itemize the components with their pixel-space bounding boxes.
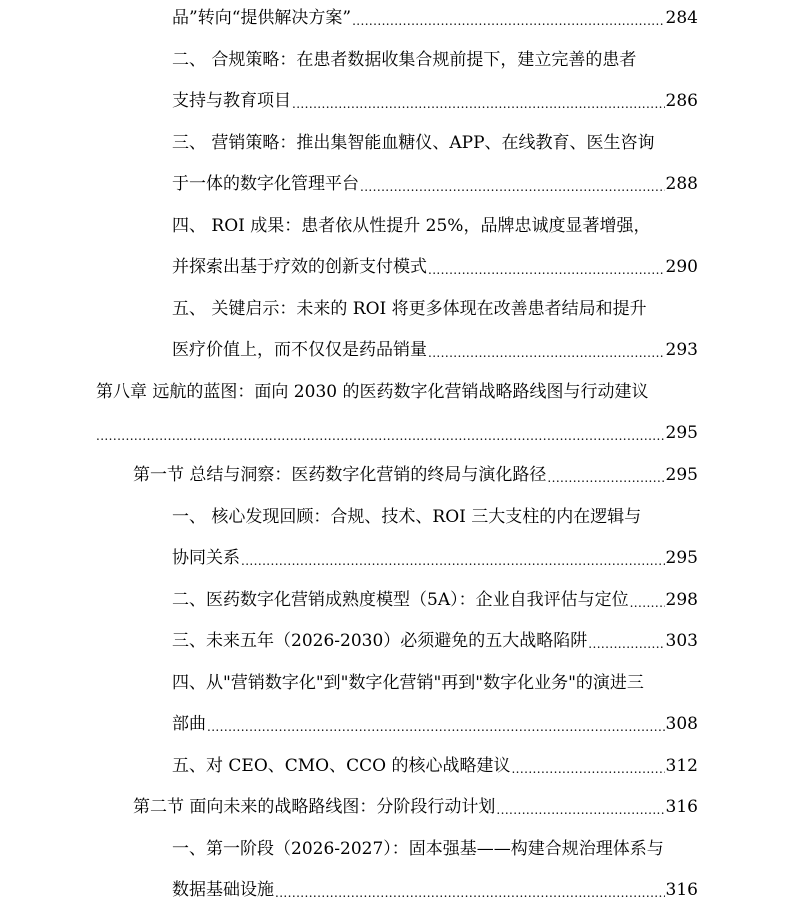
toc-line[interactable] [172,338,698,362]
toc-entry-text: 部曲 [172,714,206,734]
toc-line[interactable] [172,588,698,612]
toc-page-number: 295 [665,423,698,443]
toc-line[interactable] [172,48,636,72]
toc-line[interactable] [96,421,698,445]
toc-section-line[interactable] [133,463,698,487]
toc-page-number: 293 [665,340,698,360]
toc-line[interactable] [172,214,650,238]
dot-leader [428,344,665,362]
toc-entry-text: 五、 关键启示：未来的 ROI 将更多体现在改善患者结局和提升 [172,299,647,319]
toc-page-number: 286 [665,91,698,111]
toc-line[interactable] [172,6,698,30]
toc-line[interactable] [172,878,698,902]
toc-line[interactable] [172,131,655,155]
dot-leader [352,12,664,30]
toc-page-number: 303 [665,631,698,651]
toc-entry-text: 医疗价值上，而不仅仅是药品销量 [172,340,427,360]
toc-line[interactable] [172,89,698,113]
toc-page-number: 316 [665,880,698,900]
toc-entry-text: 支持与教育项目 [172,91,291,111]
toc-page-number: 288 [665,174,698,194]
toc-entry-text: 数据基础设施 [172,880,274,900]
toc-line[interactable] [172,297,647,321]
toc-entry-text: 五、对 CEO、CMO、CCO 的核心战略建议 [172,756,511,776]
toc-entry-text: 二、 合规策略：在患者数据收集合规前提下，建立完善的患者 [172,50,637,70]
toc-line[interactable] [172,712,698,736]
toc-entry-text: 一、 核心发现回顾：合规、技术、ROI 三大支柱的内在逻辑与 [172,507,642,527]
dot-leader [496,801,664,819]
dot-leader [292,95,665,113]
toc-line[interactable] [172,629,698,653]
toc-entry-text: 一、第一阶段（2026-2027）：固本强基——构建合规治理体系与 [172,839,664,859]
toc-page-number: 284 [665,8,698,28]
toc-page-number: 308 [665,714,698,734]
toc-page-number: 295 [665,548,698,568]
toc-entry-text: 于一体的数字化管理平台 [172,174,359,194]
dot-leader [547,469,664,487]
toc-line[interactable] [172,255,698,279]
dot-leader [275,884,665,902]
toc-chapter-line[interactable] [96,380,648,404]
toc-section-title: 第一节 总结与洞察：医药数字化营销的终局与演化路径 [133,465,547,485]
dot-leader [511,760,664,778]
toc-line[interactable] [172,837,664,861]
toc-line[interactable] [172,505,641,529]
dot-leader [96,427,665,445]
toc-section-line[interactable] [133,795,698,819]
dot-leader [588,635,664,653]
toc-line[interactable] [172,546,698,570]
toc-entry-text: 三、未来五年（2026-2030）必须避免的五大战略陷阱 [172,631,588,651]
toc-entry-text: 四、 ROI 成果：患者依从性提升 25%，品牌忠诚度显著增强， [172,216,651,236]
toc-entry-text: 品”转向“提供解决方案” [172,8,352,28]
toc-page-number: 298 [665,590,698,610]
toc-line[interactable] [172,754,698,778]
toc-entry-text: 协同关系 [172,548,240,568]
toc-page-number: 316 [665,797,698,817]
toc-line[interactable] [172,172,698,196]
toc-chapter-title: 第八章 远航的蓝图：面向 2030 的医药数字化营销战略路线图与行动建议 [96,382,649,402]
toc-line[interactable] [172,671,644,695]
toc-page-number: 312 [665,756,698,776]
dot-leader [241,552,665,570]
toc-entry-text: 四、从"营销数字化"到"数字化营销"再到"数字化业务"的演进三 [172,673,644,693]
toc-section-title: 第二节 面向未来的战略路线图：分阶段行动计划 [133,797,496,817]
toc-entry-text: 三、 营销策略：推出集智能血糖仪、APP、在线教育、医生咨询 [172,133,655,153]
dot-leader [360,178,665,196]
toc-page-number: 290 [665,257,698,277]
toc-page-number: 295 [665,465,698,485]
dot-leader [428,261,665,279]
dot-leader [630,594,665,612]
dot-leader [207,718,665,736]
toc-entry-text: 二、医药数字化营销成熟度模型（5A）：企业自我评估与定位 [172,590,629,610]
toc-entry-text: 并探索出基于疗效的创新支付模式 [172,257,427,277]
